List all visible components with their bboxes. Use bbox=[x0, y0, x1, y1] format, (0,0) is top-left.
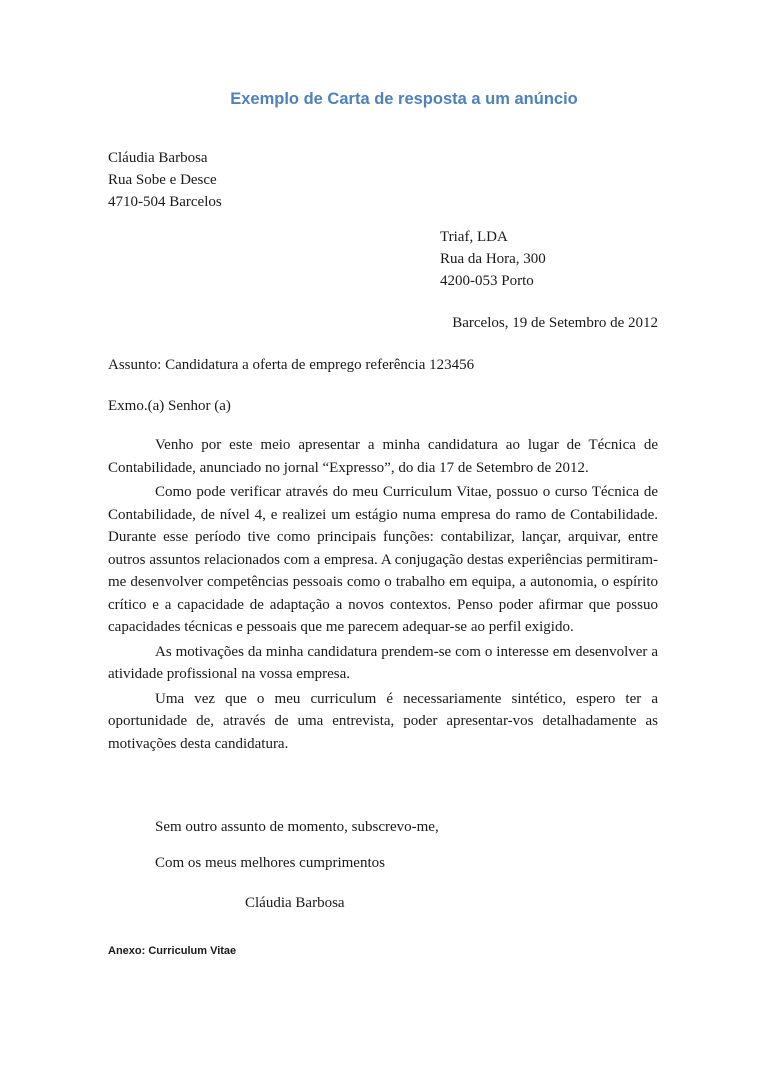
body-paragraph: Como pode verificar através do meu Curriculum Vitae, possuo o curso Técnica de Contabilidade, de nível 4, e realizei um estágio numa empresa do ramo de Contabilidade. Durante esse período tive como principais funções: contabilizar, lançar, arquivar, entre outros assuntos relacionados com a empresa. A conjugação destas experiências permitiram-me desenvolver competências pessoais como o trabalho em equipa, a autonomia, o espírito crítico e a capacidade de adaptação a novos contextos. Penso poder afirmar que possuo capacidades técnicas e pessoais que me parecem adequar-se ao perfil exigido. bbox=[108, 484, 658, 635]
letter-subject: Assunto: Candidatura a oferta de emprego referência 123456 bbox=[108, 357, 475, 373]
recipient-city: 4200-053 Porto bbox=[440, 273, 534, 289]
recipient-address bbox=[440, 226, 546, 292]
sender-name: Cláudia Barbosa bbox=[108, 150, 208, 166]
sender-address bbox=[108, 147, 222, 213]
letter-date: Barcelos, 19 de Setembro de 2012 bbox=[452, 315, 658, 331]
body-paragraph: Venho por este meio apresentar a minha candidatura ao lugar de Técnica de Contabilidade, anunciado no jornal “Expresso”, do dia 17 de Setembro de 2012. bbox=[108, 437, 658, 476]
letter-body bbox=[108, 434, 658, 757]
closing-regards: Com os meus melhores cumprimentos bbox=[155, 855, 385, 871]
sender-city: 4710-504 Barcelos bbox=[108, 194, 222, 210]
recipient-street: Rua da Hora, 300 bbox=[440, 251, 546, 267]
annex-note: Anexo: Curriculum Vitae bbox=[108, 945, 237, 957]
document-title: Exemplo de Carta de resposta a um anúncio bbox=[230, 90, 578, 108]
sender-street: Rua Sobe e Desce bbox=[108, 172, 217, 188]
recipient-company: Triaf, LDA bbox=[440, 229, 508, 245]
signature-name: Cláudia Barbosa bbox=[245, 895, 345, 911]
body-paragraph: As motivações da minha candidatura prendem-se com o interesse em desenvolver a atividade profissional na vossa empresa. bbox=[108, 643, 658, 682]
body-paragraph: Uma vez que o meu curriculum é necessariamente sintético, espero ter a oportunidade de, através de uma entrevista, poder apresentar-vos detalhadamente as motivações desta candidatura. bbox=[108, 690, 658, 752]
letter-salutation: Exmo.(a) Senhor (a) bbox=[108, 398, 231, 414]
closing-line: Sem outro assunto de momento, subscrevo-me, bbox=[155, 819, 439, 835]
